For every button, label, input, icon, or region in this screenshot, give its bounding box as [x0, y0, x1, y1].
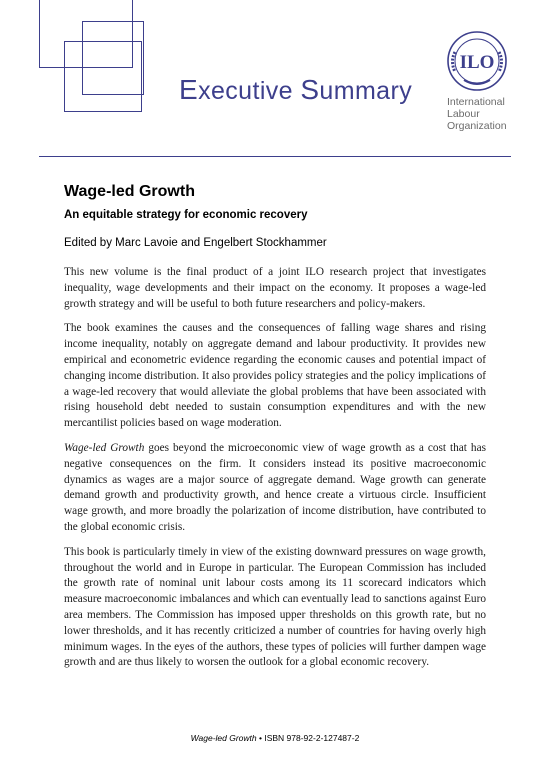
ilo-logo — [446, 30, 508, 92]
book-subtitle: An equitable strategy for economic recovery — [64, 209, 308, 221]
book-title-inline: Wage-led Growth — [64, 441, 145, 454]
footer: Wage-led Growth • ISBN 978-92-2-127487-2 — [190, 733, 360, 743]
editors-line: Edited by Marc Lavoie and Engelbert Stockhammer — [64, 237, 327, 249]
paragraph: This new volume is the final product of a joint ILO research project that investigates inequality, wage developments and their impact on the economy. It proposes a wage-led growth strategy and will be useful to both future researchers and policy-makers. — [64, 266, 486, 310]
summary-body — [64, 265, 486, 680]
book-title: Wage-led Growth — [64, 183, 195, 200]
decorative-square — [64, 41, 142, 112]
paragraph: The book examines the causes and the consequences of falling wage shares and rising income inequality, notably on aggregate demand and labour productivity. It provides new empirical and econometric evidence regarding the economic causes and potential impact of changing income distribution. It also provides policy strategies and the policy implications of a wage-led recovery that would alleviate the global problems that have been associated with rising household debt needed to sustain consumption expenditures and with the new mercantilist policies based on wage moderation. — [64, 322, 486, 430]
organization-name: International Labour Organization — [447, 96, 507, 132]
ilo-logo-text: ILO — [459, 52, 495, 73]
page-title: Executive Summary — [179, 74, 413, 105]
divider — [39, 156, 511, 157]
paragraph: Wage-led Growth goes beyond the microeconomic view of wage growth as a cost that has negative consequences on the firm. It considers instead its positive macroeconomic dynamics as wages are a major source of aggregate demand. Wage growth can generate demand growth and productivity growth, and hence create a virtuous circle. Insufficient wage growth, and more broadly the polarization of income distribution, have contributed to the global economic crisis. — [64, 441, 486, 533]
paragraph: This book is particularly timely in view of the existing downward pressures on wage growth, throughout the world and in Europe in particular. The European Commission has included the growth rate of nominal unit labour costs among its 11 scorecard indicators which measure macroeconomic imbalances and which can eventually lead to sanctions against Euro area members. The Commission has imposed upper thresholds on this growth rate, but no lower thresholds, and it has recently criticized a number of countries for having overly high minimum wages. In the eyes of the authors, these types of policies will further dampen wage growth and are thus likely to worsen the outlook for a global economic recovery. — [64, 545, 486, 669]
